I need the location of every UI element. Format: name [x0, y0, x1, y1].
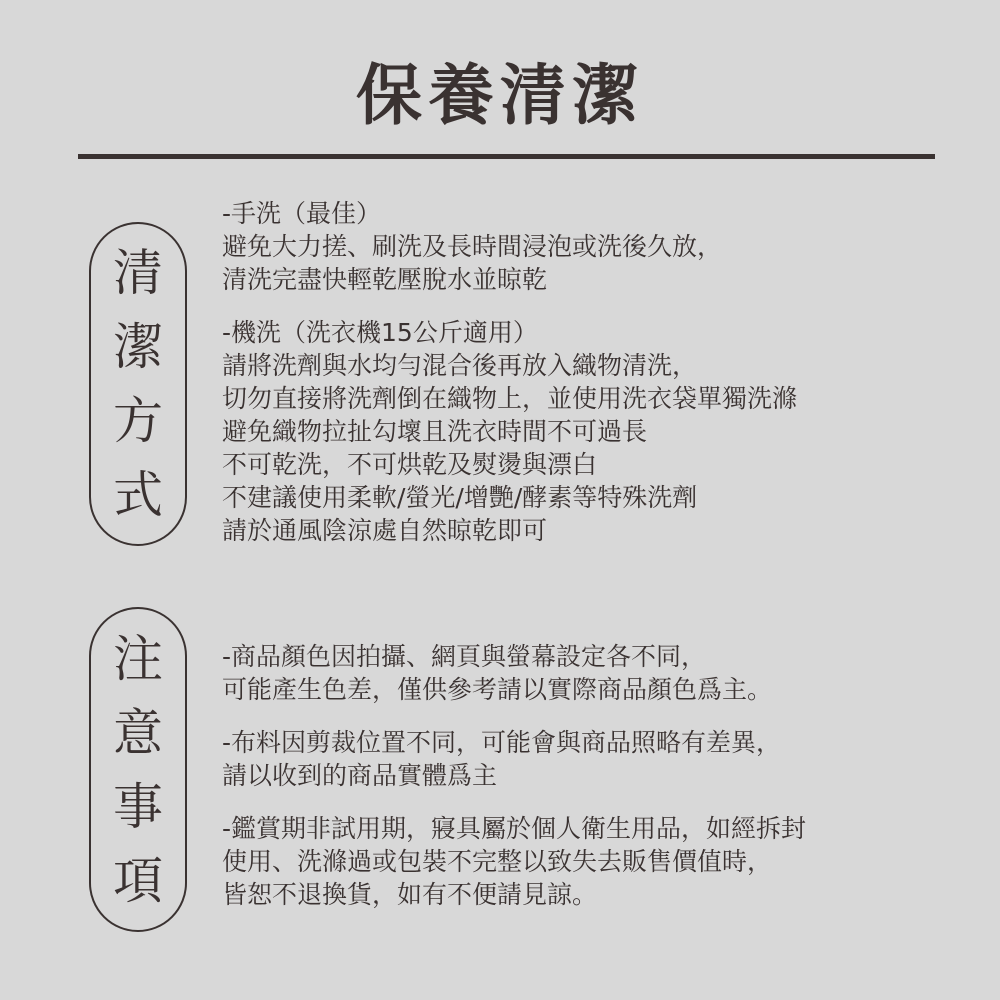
section-label-washing-method: [89, 222, 187, 546]
text-line: -商品顏色因拍攝、網頁與螢幕設定各不同，: [222, 642, 707, 671]
section-label-char: 事: [113, 777, 163, 836]
text-line: 避免織物拉扯勾壞且洗衣時間不可過長: [222, 417, 648, 446]
text-line: 請以收到的商品實體爲主: [222, 761, 498, 790]
section-label-char: 注: [113, 629, 163, 688]
page-title: 保養清潔: [356, 57, 644, 134]
section-label-char: 方: [113, 392, 163, 450]
text-line: 可能產生色差，僅供參考請以實際商品顏色爲主。: [222, 675, 773, 704]
text-line: -鑑賞期非試用期，寢具屬於個人衛生用品，如經拆封: [222, 814, 807, 843]
text-line: 皆恕不退換貨，如有不便請見諒。: [222, 880, 598, 909]
text-line: 避免大力搓、刷洗及長時間浸泡或洗後久放，: [222, 232, 723, 261]
section-label-char: 清: [113, 244, 163, 302]
text-line: -布料因剪裁位置不同，可能會與商品照略有差異，: [222, 728, 782, 757]
section-label-char: 意: [113, 703, 163, 762]
section-label-notes: [89, 607, 187, 932]
text-line: 請將洗劑與水均勻混合後再放入織物清洗，: [222, 351, 698, 380]
notes-list: [222, 640, 942, 911]
cut-note-paragraph: [222, 726, 942, 792]
hand-wash-paragraph: [222, 197, 942, 296]
washing-instructions: [222, 197, 942, 547]
return-policy-paragraph: [222, 812, 942, 911]
text-line: 不可乾洗，不可烘乾及熨燙與漂白: [222, 450, 598, 479]
machine-wash-paragraph: [222, 316, 942, 547]
text-line: 使用、洗滌過或包裝不完整以致失去販售價值時，: [222, 847, 773, 876]
text-line: -機洗（洗衣機15公斤適用）: [222, 318, 538, 347]
section-label-char: 項: [113, 851, 163, 910]
text-line: 切勿直接將洗劑倒在織物上，並使用洗衣袋單獨洗滌: [222, 384, 798, 413]
title-divider: [78, 154, 935, 159]
text-line: 請於通風陰涼處自然晾乾即可: [222, 516, 548, 545]
text-line: 不建議使用柔軟/螢光/增艷/酵素等特殊洗劑: [222, 483, 698, 512]
text-line: -手洗（最佳）: [222, 199, 382, 228]
section-label-char: 潔: [113, 318, 163, 376]
text-line: 清洗完盡快輕乾壓脫水並晾乾: [222, 265, 548, 294]
section-label-char: 式: [113, 466, 163, 524]
color-note-paragraph: [222, 640, 942, 706]
